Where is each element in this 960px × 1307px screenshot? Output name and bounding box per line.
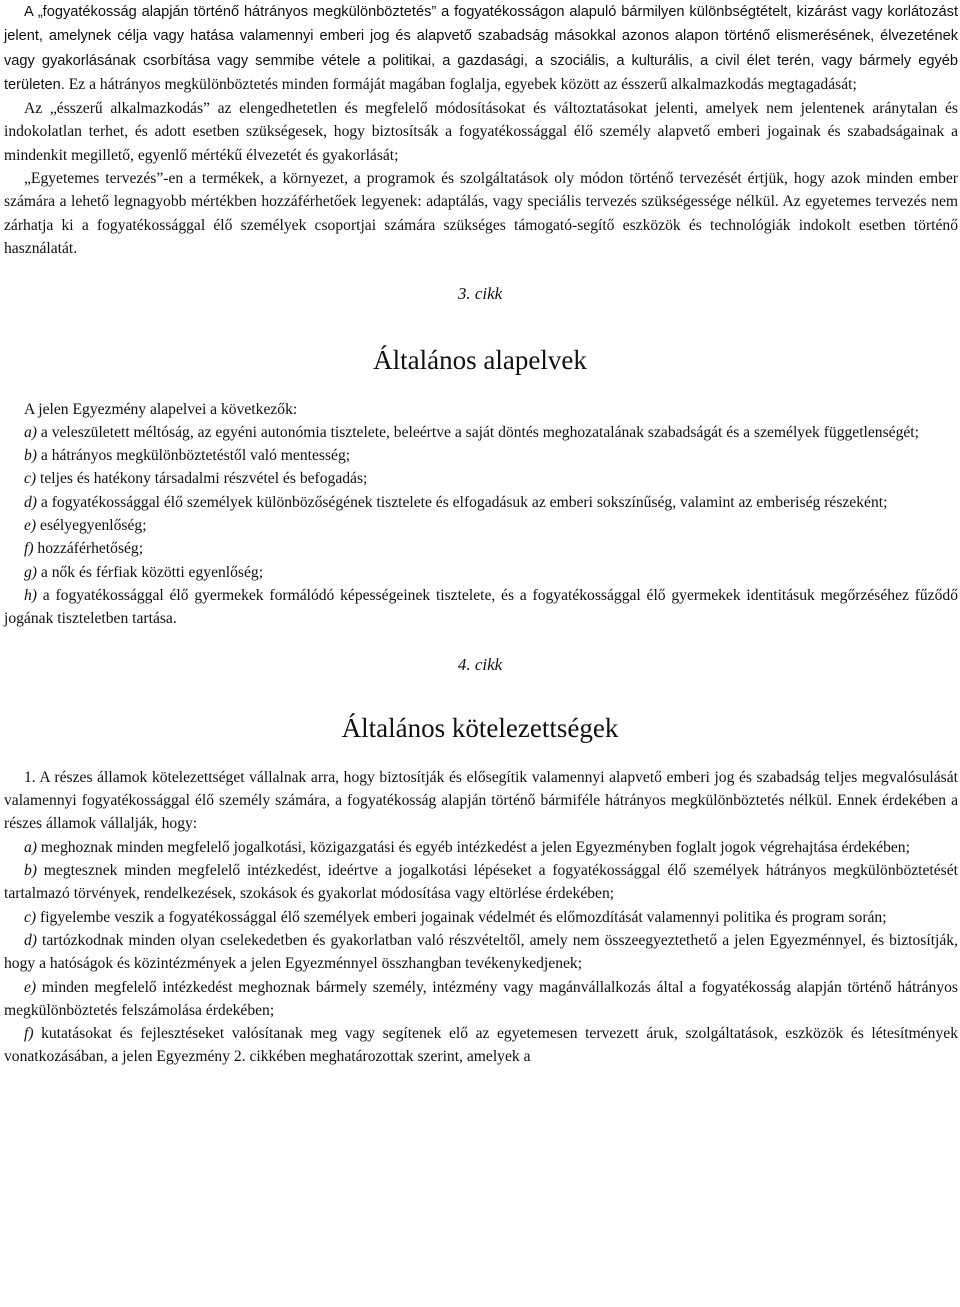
list-item-text: tartózkodnak minden olyan cselekedetben és gyakorlatban való részvételtől, amely nem összeegyeztethető a jelen Egyezménnyel, és biztosítják, hogy a hatóságok és közintézmények a jelen Egyezménnyel összhangban tevékenykedjenek; [4,931,958,973]
list-item [4,421,958,444]
article-4-number: 4. cikk [457,654,503,674]
list-item [4,859,958,906]
list-item-text: figyelembe veszik a fogyatékossággal élő személyek emberi jogainak védelmét és előmozdítását valamennyi politika és program során; [36,908,887,926]
list-item-marker: a) [24,838,37,856]
paragraph-reasonable-accommodation: Az „ésszerű alkalmazkodás” az elengedhetetlen és megfelelő módosításokat és változtatásokat jelenti, amelyek nem jelentenek aránytalan és indokolatlan terhet, és adott esetben szükségesek, hogy biztosítsák a fogyatékossággal élő személy alapvető emberi jogainak és szabadságainak a mindenkit megillető, egyenlő mértékű élvezetét és gyakorlását; [4,100,958,164]
list-item-marker: f) [24,1025,34,1043]
list-item [4,514,958,537]
list-item-text: teljes és hatékony társadalmi részvétel és befogadás; [36,470,368,488]
list-item-text: hozzáférhetőség; [33,540,144,558]
list-item-marker: b) [24,862,37,880]
list-item-text: esélyegyenlőség; [36,517,147,535]
list-item-text: a hátrányos megkülönböztetéstől való mentesség; [37,447,351,465]
list-item [4,1022,958,1069]
list-item [4,929,958,976]
list-item-marker: g) [24,563,37,581]
list-item-marker: h) [24,586,37,604]
paragraph-text-serif: Ez a hátrányos megkülönböztetés minden formáját magában foglalja, egyebek között az ésszerű alkalmazkodás megtagadását; [64,75,857,93]
list-item-marker: f) [24,540,34,558]
list-item [4,561,958,584]
list-item [4,976,958,1023]
paragraph-text-sans: A „fogyatékosság alapján történő hátrányos megkülönböztetés” a fogyatékosságon alapuló bármilyen különbségtételt, kizárást vagy korlátozást jelent, amelynek célja vagy hatása valamennyi emberi jog és alapvető szabadság másokkal azonos alapon történő elismerésének, élvezetének vagy gyakorlásának csorbítása vagy semmibe vétele a politikai, a gazdasági, a szociális, a kulturális, a civil élet terén, vagy bármely egyéb területen. [4,4,958,93]
list-item-marker: b) [24,447,37,465]
list-item-marker: e) [24,978,37,996]
list-item-text: meghoznak minden megfelelő jogalkotási, közigazgatási és egyéb intézkedést a jelen Egyezményben foglalt jogok végrehajtása érdekében; [37,838,910,856]
list-item-marker: c) [24,908,37,926]
article-3-principles-list [0,421,960,631]
list-item-marker: c) [24,470,37,488]
list-item-text: kutatásokat és fejlesztéseket valósítanak meg vagy segítenek elő az egyetemesen tervezett áruk, szolgáltatások, eszközök és létesítmények vonatkozásában, a jelen Egyezmény 2. cikkében meghatározottak szerint, amelyek a [4,1025,958,1066]
list-item [4,491,958,514]
list-item-text: a fogyatékossággal élő gyermekek formálódó képességeinek tisztelete, és a fogyatékossággal élő gyermekek identitásuk megőrzéséhez fűződő jogának tiszteletben tartása. [4,586,958,628]
list-item [4,467,958,490]
article-4-obligations-list [0,836,960,1069]
list-item-marker: a) [24,423,37,441]
article-4-title: Általános kötelezettségek [341,712,619,743]
list-item-text: a fogyatékossággal élő személyek különbözőségének tisztelete és elfogadásuk az emberi sokszínűség, valamint az emberiség részeként; [37,493,888,511]
list-item [4,906,958,929]
list-item-text: a veleszületett méltóság, az egyéni autonómia tisztelete, beleértve a saját döntés meghozatalának szabadságát és a személyek függetlenségét; [37,423,919,441]
list-item-marker: d) [24,493,37,511]
list-item [4,537,958,560]
article-3-number: 3. cikk [457,284,503,304]
list-item-marker: e) [24,517,37,535]
article-4-lead: 1. A részes államok kötelezettséget vállalnak arra, hogy biztosítják és elősegítik valamennyi alapvető emberi jog és szabadság teljes megvalósulását valamennyi fogyatékossággal élő személy számára, a fogyatékosság alapján történő bármiféle hátrányos megkülönböztetés nélkül. Ennek érdekében a részes államok vállalják, hogy: [4,768,958,833]
paragraph-discrimination-definition [4,0,958,97]
article-3-title: Általános alapelvek [373,344,587,375]
list-item-text: a nők és férfiak közötti egyenlőség; [37,563,264,581]
list-item-text: minden megfelelő intézkedést meghoznak bármely személy, intézmény vagy magánvállalkozás által a fogyatékosság alapján történő hátrányos megkülönböztetés felszámolása érdekében; [4,978,958,1019]
list-item [4,836,958,859]
list-item-marker: d) [24,931,37,949]
list-item [4,444,958,467]
paragraph-universal-design: „Egyetemes tervezés”-en a termékek, a környezet, a programok és szolgáltatások oly módon történő tervezését értjük, hogy azok minden ember számára a lehető legnagyobb mértékben hozzáférhetőek legyenek: adaptálás, vagy speciális tervezés szükségessége nélkül. Az egyetemes tervezés nem zárhatja ki a fogyatékossággal élő személyek csoportjai számára szükséges támogató-segítő eszközök és technológiák indokolt esetben történő használatát. [4,170,958,257]
article-3-lead: A jelen Egyezmény alapelvei a következők: [24,400,298,418]
list-item [4,584,958,631]
list-item-text: megtesznek minden megfelelő intézkedést, ideértve a jogalkotási lépéseket a fogyatékossággal élő személyek hátrányos megkülönböztetését tartalmazó törvények, rendelkezések, szokások és gyakorlat módosítása vagy eltörlése érdekében; [4,862,958,903]
